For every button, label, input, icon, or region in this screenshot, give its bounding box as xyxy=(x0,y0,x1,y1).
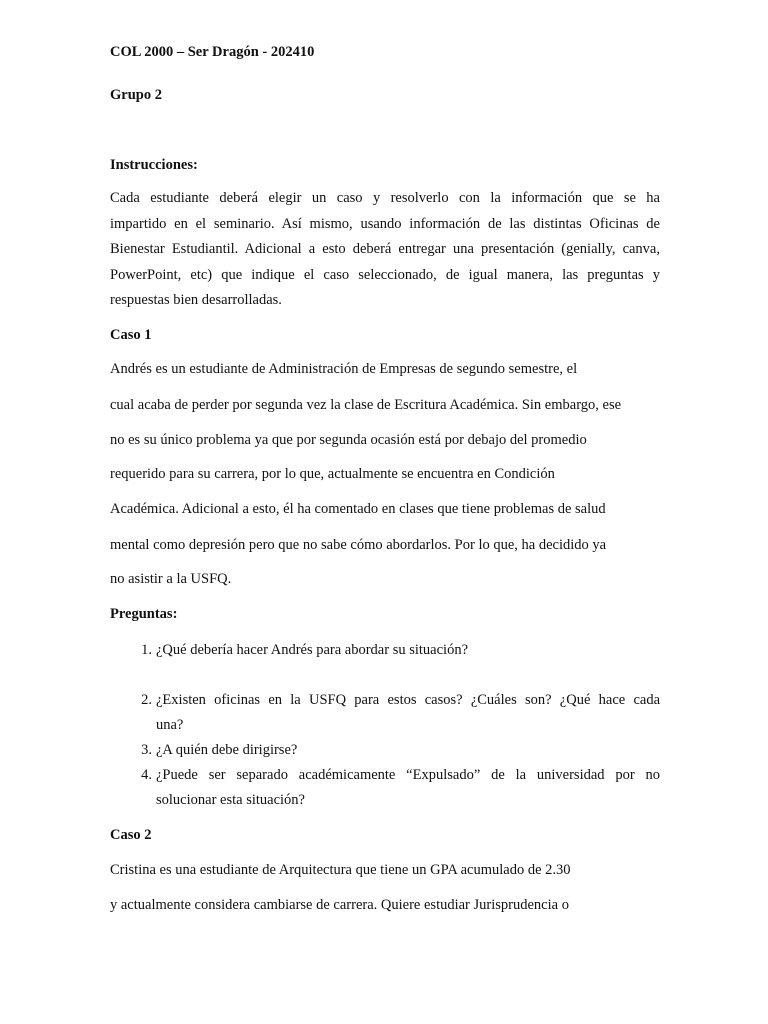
list-number: 1. xyxy=(141,642,152,658)
paragraph-line: requerido para su carrera, por lo que, actualmente se encuentra en Condición xyxy=(110,466,555,482)
question-text: ¿Puede ser separado académicamente “Expulsado” de la universidad por no xyxy=(156,767,660,783)
paragraph-line: no es su único problema ya que por segunda ocasión está por debajo del promedio xyxy=(110,432,587,448)
question-text: una? xyxy=(156,717,184,733)
paragraph-line: Cristina es una estudiante de Arquitectura que tiene un GPA acumulado de 2.30 xyxy=(110,862,571,878)
paragraph-line: Académica. Adicional a esto, él ha comentado en clases que tiene problemas de salud xyxy=(110,501,606,517)
list-number: 3. xyxy=(141,742,152,758)
paragraph-line: cual acaba de perder por segunda vez la clase de Escritura Académica. Sin embargo, ese xyxy=(110,397,622,413)
paragraph-line: PowerPoint, etc) que indique el caso seleccionado, de igual manera, las preguntas y xyxy=(110,267,660,283)
paragraph-line: Cada estudiante deberá elegir un caso y resolverlo con la información que se ha xyxy=(110,190,660,206)
paragraph-line: no asistir a la USFQ. xyxy=(110,571,232,587)
case1-heading: Caso 1 xyxy=(110,327,152,343)
questions-heading: Preguntas: xyxy=(110,606,178,622)
question-text: ¿Existen oficinas en la USFQ para estos casos? ¿Cuáles son? ¿Qué hace cada xyxy=(156,692,660,708)
case2-heading: Caso 2 xyxy=(110,827,152,843)
paragraph-line: mental como depresión pero que no sabe cómo abordarlos. Por lo que, ha decidido ya xyxy=(110,537,607,553)
list-number: 2. xyxy=(141,692,152,708)
paragraph-line: impartido en el seminario. Así mismo, usando información de las distintas Oficinas de xyxy=(110,216,660,232)
paragraph-line: Andrés es un estudiante de Administración de Empresas de segundo semestre, el xyxy=(110,361,578,377)
list-number: 4. xyxy=(141,767,152,783)
group-title: Grupo 2 xyxy=(110,87,162,103)
paragraph-line: Bienestar Estudiantil. Adicional a esto deberá entregar una presentación (genially, canva, xyxy=(110,241,660,257)
paragraph-line: respuestas bien desarrolladas. xyxy=(110,292,282,308)
document-page xyxy=(110,0,660,1024)
course-title: COL 2000 – Ser Dragón - 202410 xyxy=(110,44,315,60)
paragraph-line: y actualmente considera cambiarse de carrera. Quiere estudiar Jurisprudencia o xyxy=(110,897,569,913)
instructions-heading: Instrucciones: xyxy=(110,157,198,173)
question-text: ¿A quién debe dirigirse? xyxy=(156,742,298,758)
question-text: ¿Qué debería hacer Andrés para abordar su situación? xyxy=(156,642,469,658)
question-text: solucionar esta situación? xyxy=(156,792,305,808)
